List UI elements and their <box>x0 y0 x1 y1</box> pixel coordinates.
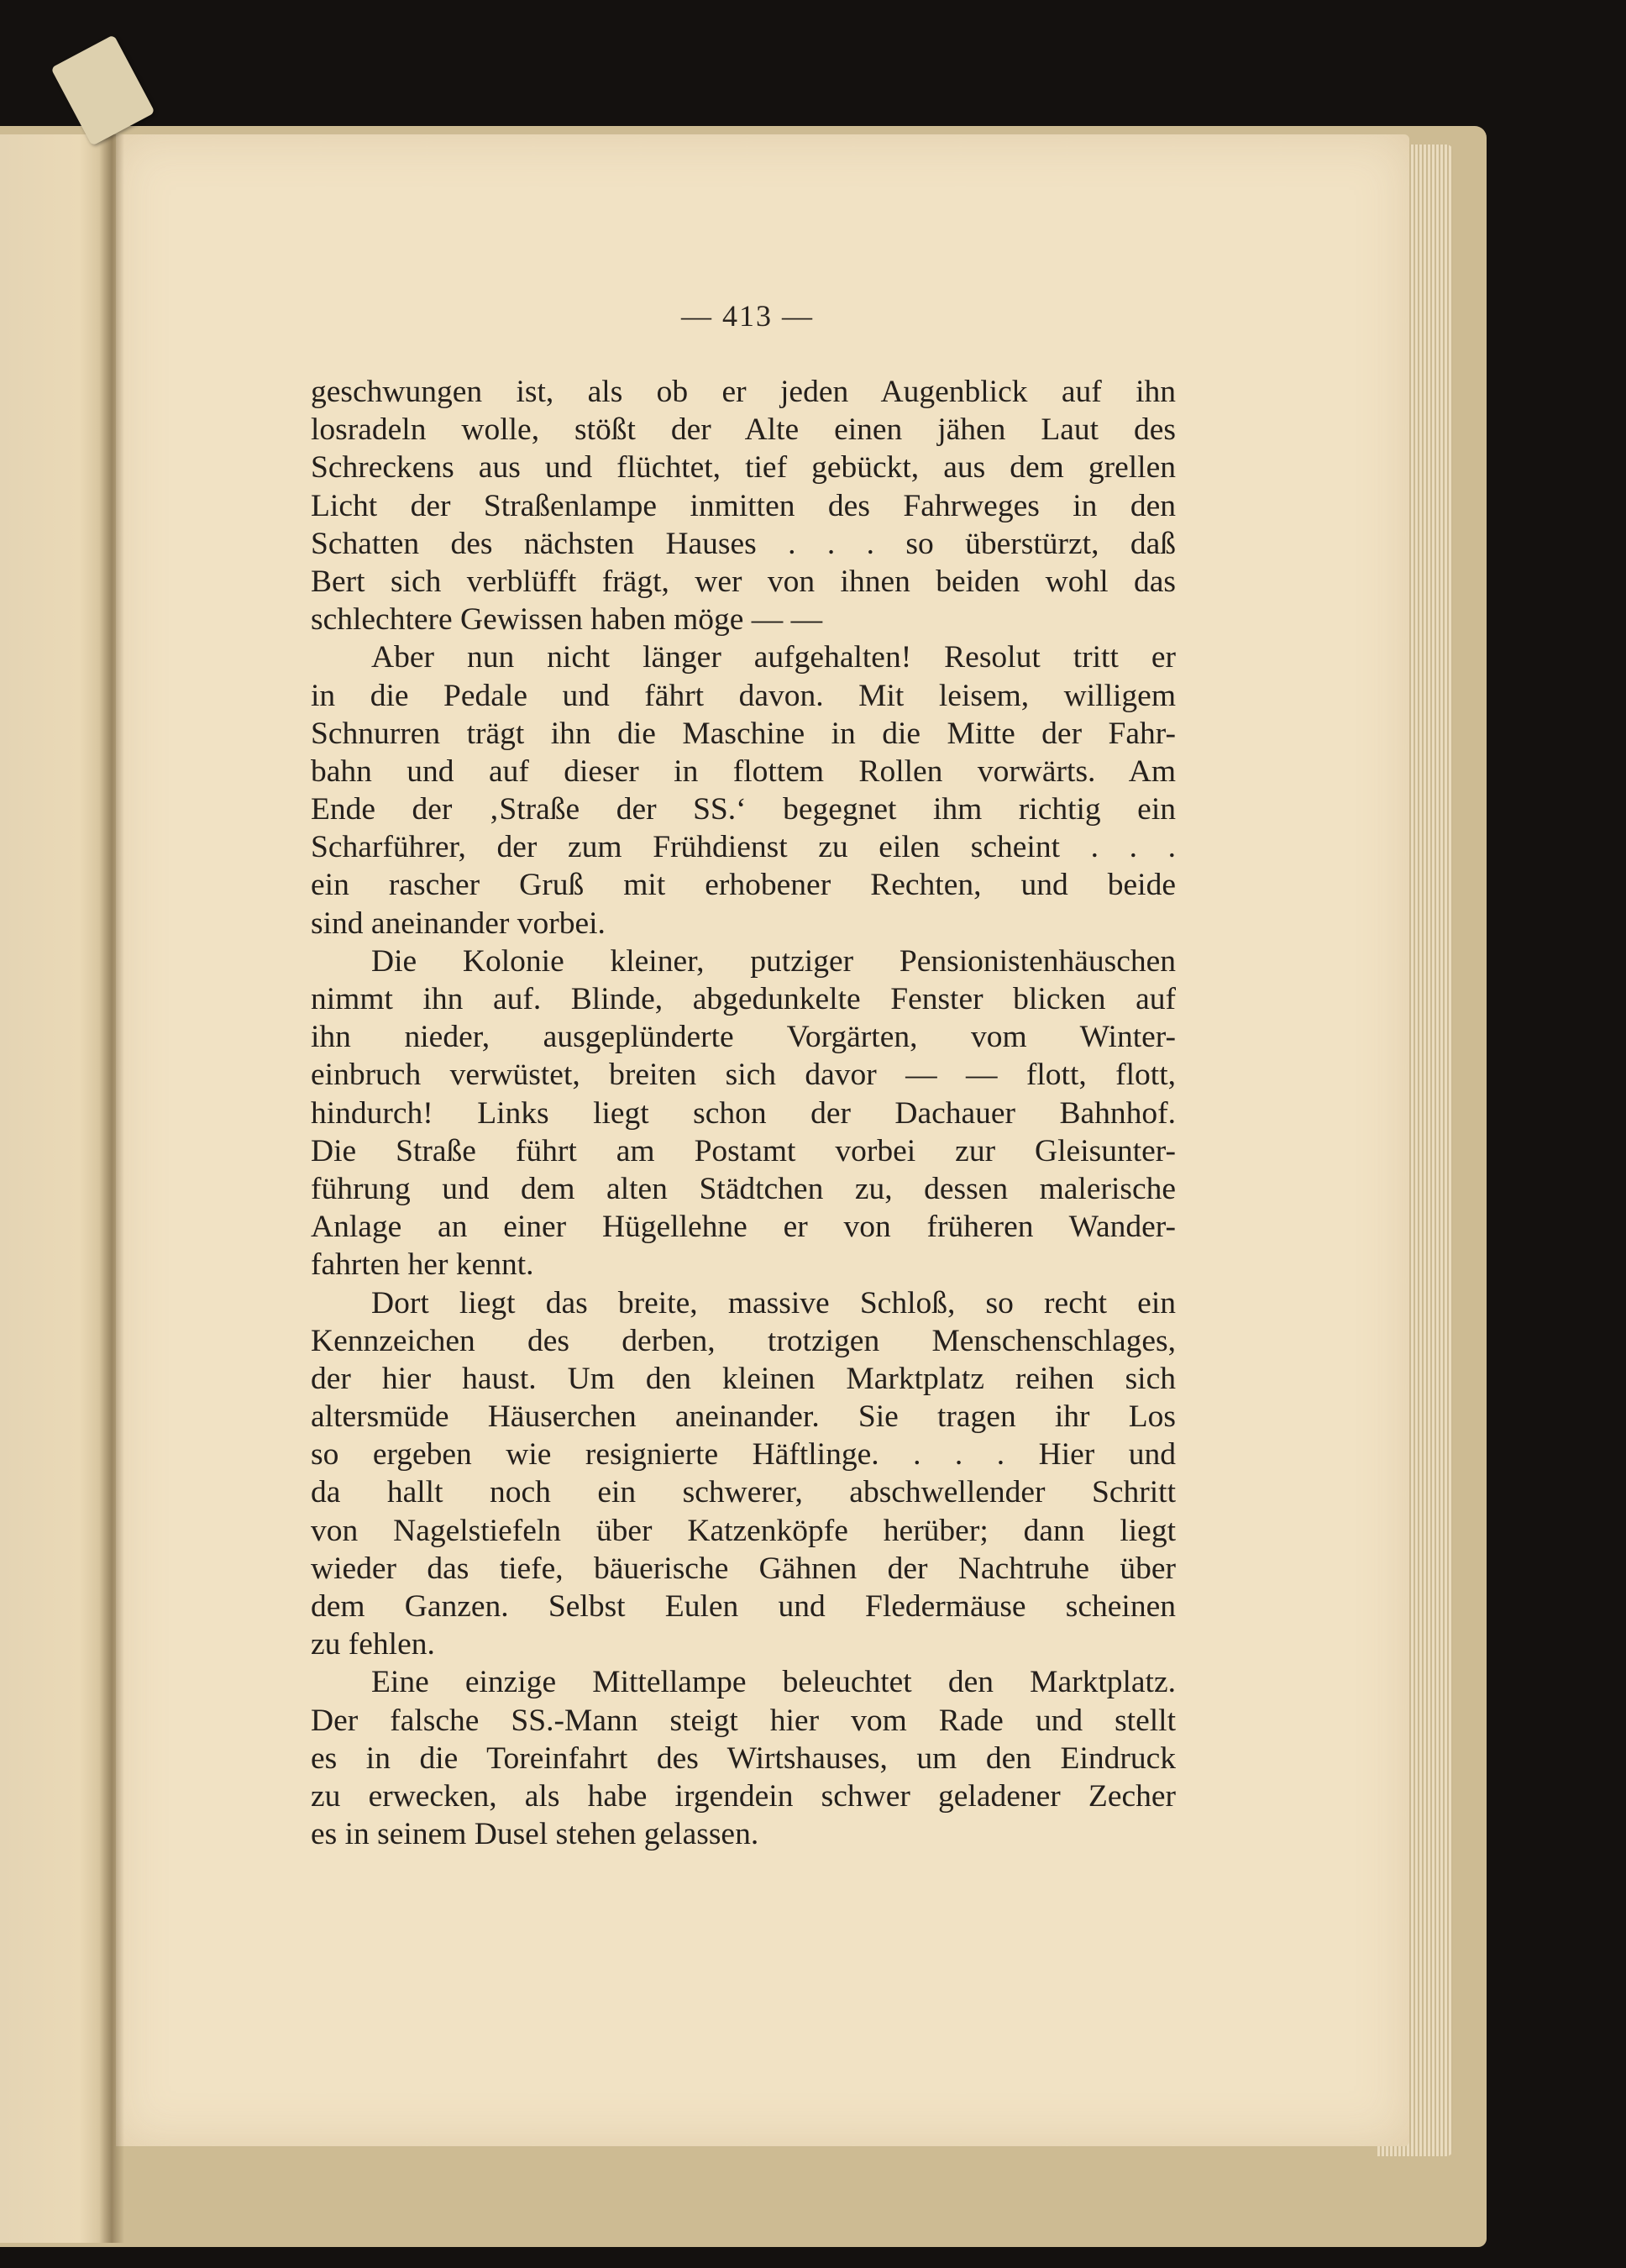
facing-page-edge <box>0 134 113 2243</box>
body-text <box>311 373 1176 1853</box>
text-line: fahrten her kennt. <box>311 1247 534 1283</box>
page-number: — 413 — <box>681 299 814 333</box>
text-line: es in die Toreinfahrt des Wirtshauses, um den Eindruck <box>311 1740 1176 1776</box>
text-line: bahn und auf dieser in flottem Rollen vorwärts. Am <box>311 753 1176 789</box>
text-line: von Nagelstiefeln über Katzenköpfe herüber; dann liegt <box>311 1513 1176 1548</box>
text-line: da hallt noch ein schwerer, abschwellender Schritt <box>311 1475 1176 1510</box>
text-line: ein rascher Gruß mit erhobener Rechten, und beide <box>311 868 1176 903</box>
text-line: Die Straße führt am Postamt vorbei zur Gleisunter- <box>311 1133 1176 1168</box>
text-line: der hier haust. Um den kleinen Marktplatz reihen sich <box>311 1361 1176 1396</box>
text-line: hindurch! Links liegt schon der Dachauer Bahnhof. <box>311 1095 1176 1131</box>
text-line: Der falsche SS.-Mann steigt hier vom Rade und stellt <box>311 1703 1176 1738</box>
text-line: zu fehlen. <box>311 1627 435 1662</box>
text-line: einbruch verwüstet, breiten sich davor — — flott, flott, <box>311 1058 1176 1093</box>
text-line: ihn nieder, ausgeplünderte Vorgärten, vom Winter- <box>311 1020 1176 1055</box>
text-line: führung und dem alten Städtchen zu, dessen malerische <box>311 1171 1176 1206</box>
text-line: es in seinem Dusel stehen gelassen. <box>311 1817 759 1852</box>
text-line: sind aneinander vorbei. <box>311 906 606 941</box>
text-line: schlechtere Gewissen haben möge — — <box>311 602 823 638</box>
page-gutter-shadow <box>99 134 124 2243</box>
text-line: Schnurren trägt ihn die Maschine in die Mitte der Fahr- <box>311 716 1176 751</box>
text-line: Schreckens aus und flüchtet, tief gebückt, aus dem grellen <box>311 450 1176 486</box>
text-line: in die Pedale und fährt davon. Mit leisem, willigem <box>311 678 1176 713</box>
text-line: losradeln wolle, stößt der Alte einen jähen Laut des <box>311 412 1176 448</box>
text-line: Anlage an einer Hügellehne er von früheren Wander- <box>311 1210 1176 1245</box>
text-line: so ergeben wie resignierte Häftlinge. . . . Hier und <box>311 1437 1176 1473</box>
text-line: Bert sich verblüfft frägt, wer von ihnen beiden wohl das <box>311 564 1176 599</box>
text-line: dem Ganzen. Selbst Eulen und Fledermäuse scheinen <box>311 1589 1176 1624</box>
text-line: wieder das tiefe, bäuerische Gähnen der Nachtruhe über <box>311 1551 1176 1586</box>
text-line: Aber nun nicht länger aufgehalten! Resolut tritt er <box>371 640 1176 675</box>
text-line: Eine einzige Mittellampe beleuchtet den Marktplatz. <box>371 1665 1176 1700</box>
text-line: nimmt ihn auf. Blinde, abgedunkelte Fenster blicken auf <box>311 982 1176 1016</box>
text-line: geschwungen ist, als ob er jeden Augenblick auf ihn <box>311 375 1176 409</box>
text-line: Ende der ‚Straße der SS.‘ begegnet ihm richtig ein <box>311 792 1176 827</box>
text-line: Dort liegt das breite, massive Schloß, so recht ein <box>371 1285 1176 1320</box>
text-line: altersmüde Häuserchen aneinander. Sie tragen ihr Los <box>311 1399 1176 1435</box>
text-line: Kennzeichen des derben, trotzigen Menschenschlages, <box>311 1323 1176 1358</box>
text-line: Die Kolonie kleiner, putziger Pensionistenhäuschen <box>371 943 1176 979</box>
text-line: Schatten des nächsten Hauses . . . so überstürzt, daß <box>311 526 1176 561</box>
text-line: Scharführer, der zum Frühdienst zu eilen scheint . . . <box>311 830 1176 865</box>
text-line: zu erwecken, als habe irgendein schwer geladener Zecher <box>311 1778 1176 1814</box>
text-line: Licht der Straßenlampe inmitten des Fahrweges in den <box>311 488 1176 523</box>
